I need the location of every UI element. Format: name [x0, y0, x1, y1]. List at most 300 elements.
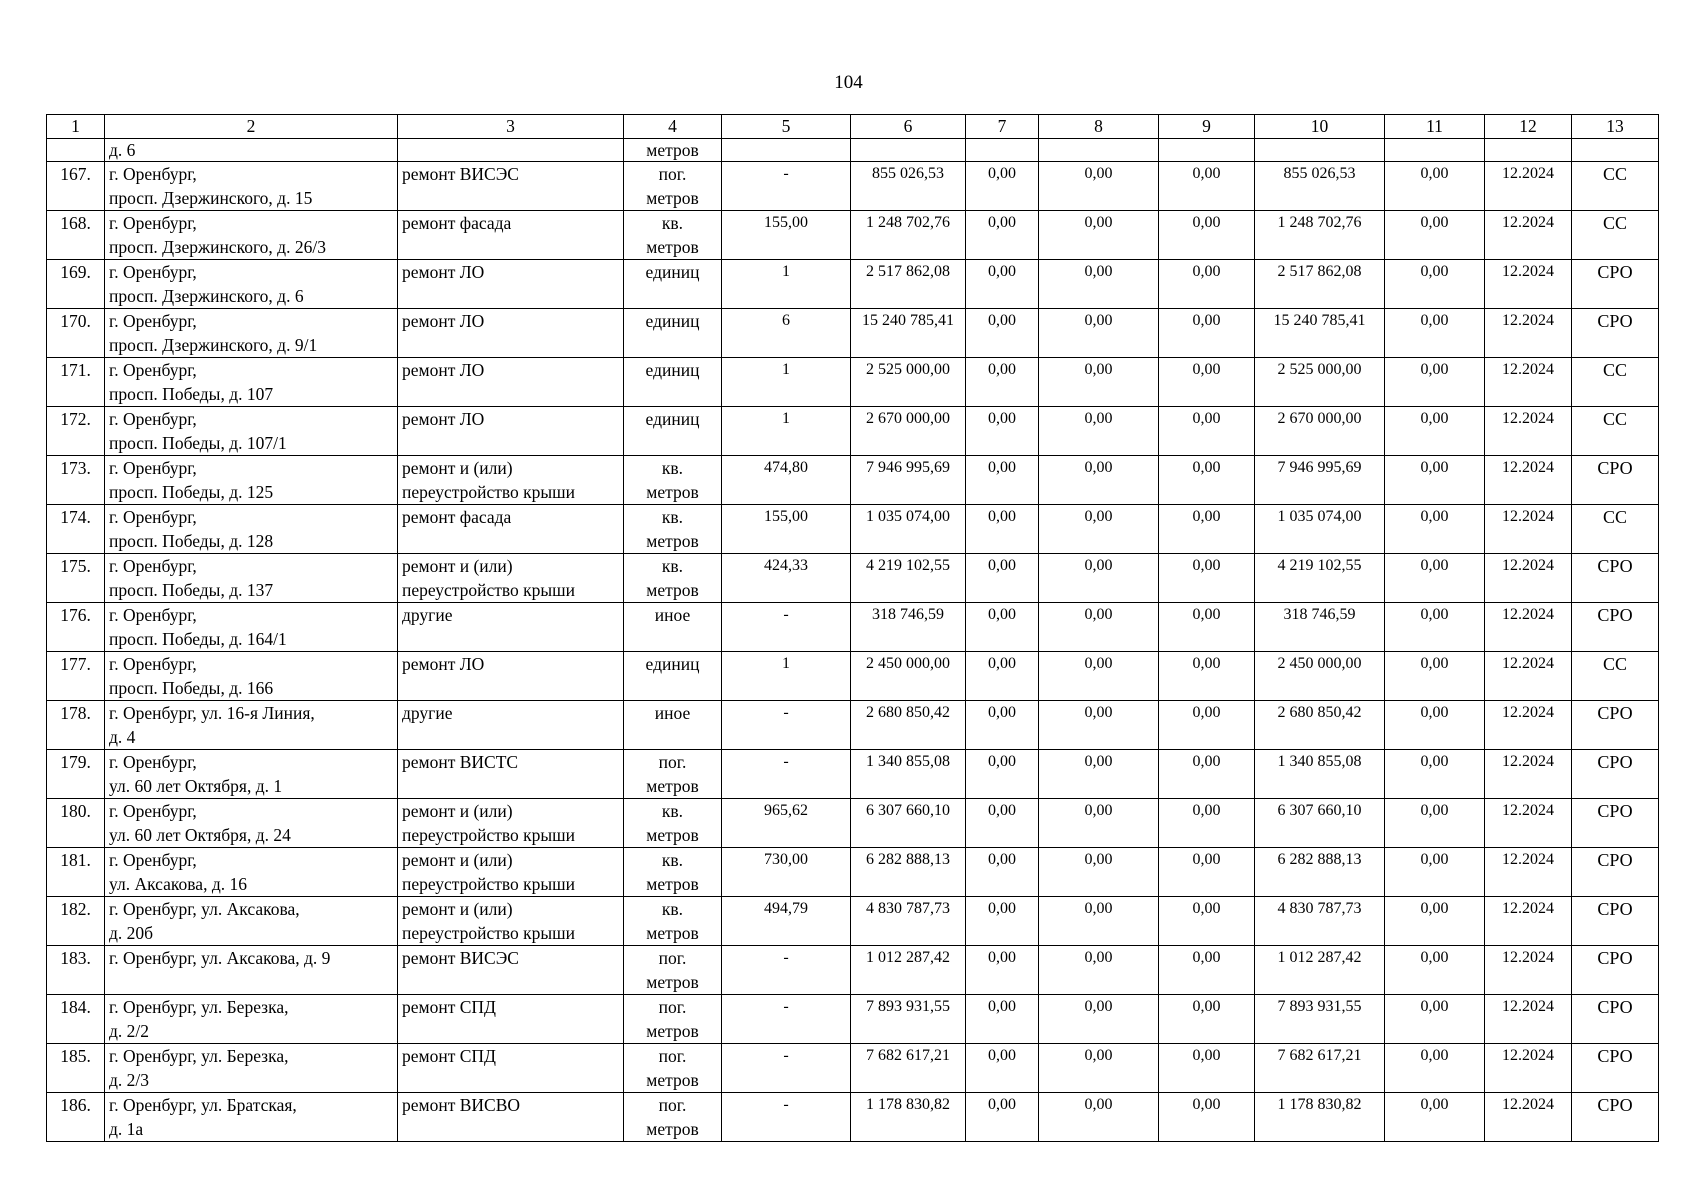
amount-cell: 0,00 — [1159, 1044, 1255, 1093]
address-cell — [105, 211, 398, 260]
unit-line-2: метров — [646, 1021, 699, 1041]
header-row — [47, 115, 1659, 139]
volume-cell: 155,00 — [722, 211, 851, 260]
table-row — [47, 995, 1659, 1044]
table-row — [47, 309, 1659, 358]
method-cell: СРО — [1572, 897, 1659, 946]
work-type-line-1: ремонт и (или) — [402, 458, 513, 478]
volume-cell: - — [722, 995, 851, 1044]
table-row — [47, 848, 1659, 897]
row-number-cell: 185. — [47, 1044, 105, 1093]
unit-line-1: кв. — [661, 899, 684, 919]
method-cell: СС — [1572, 358, 1659, 407]
unit-line-1: кв. — [661, 801, 684, 821]
amount-cell: 0,00 — [966, 162, 1039, 211]
amount-cell: 0,00 — [1159, 260, 1255, 309]
amount-cell — [1159, 139, 1255, 162]
amount-cell: 0,00 — [1385, 358, 1485, 407]
amount-cell: 1 035 074,00 — [1255, 505, 1385, 554]
address-line-1: г. Оренбург, ул. Братская, — [109, 1095, 297, 1115]
table-row — [47, 1093, 1659, 1142]
unit-cell — [624, 897, 722, 946]
address-cell: д. 6 — [105, 139, 398, 162]
total-cost-cell: 1 248 702,76 — [851, 211, 966, 260]
method-cell — [1572, 139, 1659, 162]
volume-cell: 155,00 — [722, 505, 851, 554]
amount-cell: 4 830 787,73 — [1255, 897, 1385, 946]
address-cell — [105, 1093, 398, 1142]
row-number-cell: 182. — [47, 897, 105, 946]
amount-cell: 15 240 785,41 — [1255, 309, 1385, 358]
total-cost-cell: 1 178 830,82 — [851, 1093, 966, 1142]
amount-cell: 0,00 — [1385, 1044, 1485, 1093]
date-cell: 12.2024 — [1485, 456, 1572, 505]
table-row — [47, 211, 1659, 260]
address-cell — [105, 554, 398, 603]
work-type-cell — [398, 701, 624, 750]
volume-cell: 424,33 — [722, 554, 851, 603]
amount-cell: 2 670 000,00 — [1255, 407, 1385, 456]
total-cost-cell: 7 893 931,55 — [851, 995, 966, 1044]
work-type-line-1: ремонт фасада — [402, 213, 512, 233]
method-cell: СРО — [1572, 554, 1659, 603]
total-cost-cell: 2 450 000,00 — [851, 652, 966, 701]
amount-cell: 0,00 — [1039, 505, 1159, 554]
unit-line-2: метров — [646, 188, 699, 208]
work-type-cell — [398, 750, 624, 799]
date-cell: 12.2024 — [1485, 995, 1572, 1044]
row-number-cell: 180. — [47, 799, 105, 848]
amount-cell — [1039, 139, 1159, 162]
address-line-1: г. Оренбург, — [109, 752, 197, 772]
row-number-cell: 173. — [47, 456, 105, 505]
unit-cell — [624, 162, 722, 211]
method-cell: СРО — [1572, 603, 1659, 652]
amount-cell: 318 746,59 — [1255, 603, 1385, 652]
table-row — [47, 897, 1659, 946]
unit-line-2: метров — [646, 237, 699, 257]
table-row — [47, 358, 1659, 407]
address-cell — [105, 358, 398, 407]
work-type-line-1: ремонт фасада — [402, 507, 512, 527]
address-line-1: г. Оренбург, ул. Березка, — [109, 997, 289, 1017]
continuation-row — [47, 139, 1659, 162]
work-type-cell — [398, 1044, 624, 1093]
amount-cell: 0,00 — [1039, 995, 1159, 1044]
amount-cell: 0,00 — [1039, 701, 1159, 750]
address-cell — [105, 799, 398, 848]
amount-cell: 0,00 — [966, 309, 1039, 358]
work-type-cell — [398, 505, 624, 554]
work-type-cell — [398, 1093, 624, 1142]
work-type-cell — [398, 897, 624, 946]
volume-cell: 6 — [722, 309, 851, 358]
amount-cell: 0,00 — [966, 456, 1039, 505]
amount-cell: 0,00 — [966, 848, 1039, 897]
amount-cell: 0,00 — [966, 505, 1039, 554]
header-cell: 3 — [398, 115, 624, 139]
date-cell: 12.2024 — [1485, 897, 1572, 946]
amount-cell: 0,00 — [1159, 211, 1255, 260]
amount-cell: 0,00 — [1385, 162, 1485, 211]
unit-line-2: метров — [646, 482, 699, 502]
address-cell — [105, 946, 398, 995]
total-cost-cell: 2 670 000,00 — [851, 407, 966, 456]
address-cell — [105, 260, 398, 309]
date-cell: 12.2024 — [1485, 701, 1572, 750]
amount-cell: 0,00 — [1039, 897, 1159, 946]
amount-cell: 1 340 855,08 — [1255, 750, 1385, 799]
row-number-cell: 170. — [47, 309, 105, 358]
amount-cell: 0,00 — [1159, 897, 1255, 946]
unit-line-1: пог. — [658, 1046, 687, 1066]
unit-cell — [624, 358, 722, 407]
amount-cell: 0,00 — [966, 358, 1039, 407]
unit-line-1: кв. — [661, 458, 684, 478]
address-line-2: просп. Победы, д. 107/1 — [109, 433, 287, 453]
table-row — [47, 162, 1659, 211]
header-cell: 7 — [966, 115, 1039, 139]
amount-cell: 0,00 — [1159, 701, 1255, 750]
date-cell: 12.2024 — [1485, 652, 1572, 701]
address-line-2: ул. 60 лет Октября, д. 1 — [109, 776, 283, 796]
amount-cell: 0,00 — [1159, 995, 1255, 1044]
table-row — [47, 652, 1659, 701]
amount-cell: 0,00 — [1159, 407, 1255, 456]
total-cost-cell: 4 219 102,55 — [851, 554, 966, 603]
amount-cell: 4 219 102,55 — [1255, 554, 1385, 603]
amount-cell: 0,00 — [1039, 211, 1159, 260]
amount-cell: 0,00 — [966, 995, 1039, 1044]
address-cell — [105, 309, 398, 358]
amount-cell: 0,00 — [1039, 652, 1159, 701]
amount-cell: 0,00 — [1385, 603, 1485, 652]
address-line-2: просп. Победы, д. 166 — [109, 678, 274, 698]
work-type-cell — [398, 358, 624, 407]
amount-cell: 0,00 — [1159, 162, 1255, 211]
unit-line-2: метров — [646, 531, 699, 551]
amount-cell: 1 012 287,42 — [1255, 946, 1385, 995]
row-number-cell: 167. — [47, 162, 105, 211]
header-cell: 8 — [1039, 115, 1159, 139]
unit-cell — [624, 505, 722, 554]
method-cell: СРО — [1572, 848, 1659, 897]
table-row — [47, 260, 1659, 309]
address-line-2: просп. Победы, д. 128 — [109, 531, 274, 551]
date-cell: 12.2024 — [1485, 260, 1572, 309]
amount-cell: 0,00 — [1385, 1093, 1485, 1142]
table-row — [47, 750, 1659, 799]
amount-cell: 6 282 888,13 — [1255, 848, 1385, 897]
method-cell: СРО — [1572, 946, 1659, 995]
row-number-cell — [47, 139, 105, 162]
amount-cell: 2 517 862,08 — [1255, 260, 1385, 309]
header-cell: 1 — [47, 115, 105, 139]
work-type-line-1: ремонт ВИСЭС — [402, 948, 519, 968]
amount-cell: 0,00 — [1385, 309, 1485, 358]
row-number-cell: 172. — [47, 407, 105, 456]
method-cell: СРО — [1572, 456, 1659, 505]
address-cell — [105, 407, 398, 456]
address-line-1: г. Оренбург, — [109, 262, 197, 282]
row-number-cell: 176. — [47, 603, 105, 652]
table-row — [47, 456, 1659, 505]
amount-cell: 0,00 — [1039, 1093, 1159, 1142]
method-cell: СРО — [1572, 1093, 1659, 1142]
table-row — [47, 1044, 1659, 1093]
address-line-2: д. 4 — [109, 727, 136, 747]
method-cell: СРО — [1572, 701, 1659, 750]
unit-cell — [624, 554, 722, 603]
unit-cell — [624, 995, 722, 1044]
address-cell — [105, 456, 398, 505]
row-number-cell: 174. — [47, 505, 105, 554]
volume-cell: 1 — [722, 652, 851, 701]
unit-cell — [624, 407, 722, 456]
volume-cell: - — [722, 750, 851, 799]
amount-cell: 0,00 — [1159, 750, 1255, 799]
total-cost-cell: 6 307 660,10 — [851, 799, 966, 848]
unit-line-1: кв. — [661, 850, 684, 870]
unit-line-1: иное — [654, 703, 691, 723]
header-cell: 13 — [1572, 115, 1659, 139]
amount-cell: 0,00 — [1039, 799, 1159, 848]
address-line-1: г. Оренбург, ул. Аксакова, д. 9 — [109, 948, 331, 968]
amount-cell: 0,00 — [1039, 260, 1159, 309]
amount-cell: 0,00 — [1039, 946, 1159, 995]
amount-cell: 0,00 — [1385, 211, 1485, 260]
unit-line-1: пог. — [658, 1095, 687, 1115]
address-line-1: г. Оренбург, ул. Березка, — [109, 1046, 289, 1066]
work-type-line-1: ремонт ВИСВО — [402, 1095, 521, 1115]
amount-cell: 0,00 — [966, 554, 1039, 603]
unit-line-1: пог. — [658, 997, 687, 1017]
table-row — [47, 505, 1659, 554]
work-type-cell — [398, 652, 624, 701]
address-line-2: просп. Дзержинского, д. 9/1 — [109, 335, 318, 355]
address-line-1: г. Оренбург, — [109, 605, 197, 625]
total-cost-cell: 2 525 000,00 — [851, 358, 966, 407]
header-cell: 11 — [1385, 115, 1485, 139]
method-cell: СС — [1572, 162, 1659, 211]
unit-cell — [624, 603, 722, 652]
method-cell: СС — [1572, 407, 1659, 456]
address-line-2: просп. Дзержинского, д. 15 — [109, 188, 313, 208]
table-row — [47, 946, 1659, 995]
volume-cell: - — [722, 1044, 851, 1093]
unit-cell — [624, 456, 722, 505]
amount-cell: 0,00 — [1385, 750, 1485, 799]
date-cell: 12.2024 — [1485, 946, 1572, 995]
table-row — [47, 701, 1659, 750]
row-number-cell: 168. — [47, 211, 105, 260]
date-cell: 12.2024 — [1485, 799, 1572, 848]
total-cost-cell: 2 517 862,08 — [851, 260, 966, 309]
date-cell: 12.2024 — [1485, 407, 1572, 456]
work-type-line-1: ремонт ЛО — [402, 654, 485, 674]
work-type-cell — [398, 162, 624, 211]
date-cell: 12.2024 — [1485, 211, 1572, 260]
method-cell: СРО — [1572, 995, 1659, 1044]
row-number-cell: 181. — [47, 848, 105, 897]
date-cell: 12.2024 — [1485, 505, 1572, 554]
amount-cell: 0,00 — [966, 211, 1039, 260]
amount-cell: 0,00 — [1159, 848, 1255, 897]
amount-cell: 0,00 — [1159, 505, 1255, 554]
work-type-line-1: ремонт ЛО — [402, 409, 485, 429]
volume-cell: 730,00 — [722, 848, 851, 897]
amount-cell: 0,00 — [1159, 1093, 1255, 1142]
amount-cell: 0,00 — [1159, 309, 1255, 358]
date-cell: 12.2024 — [1485, 603, 1572, 652]
address-line-1: г. Оренбург, — [109, 360, 197, 380]
amount-cell: 0,00 — [966, 260, 1039, 309]
date-cell: 12.2024 — [1485, 554, 1572, 603]
work-type-cell — [398, 554, 624, 603]
date-cell: 12.2024 — [1485, 358, 1572, 407]
work-type-cell — [398, 456, 624, 505]
amount-cell: 0,00 — [966, 1044, 1039, 1093]
volume-cell: 494,79 — [722, 897, 851, 946]
amount-cell: 0,00 — [1039, 162, 1159, 211]
header-cell: 10 — [1255, 115, 1385, 139]
date-cell — [1485, 139, 1572, 162]
amount-cell: 0,00 — [1385, 701, 1485, 750]
unit-line-2: метров — [646, 1119, 699, 1139]
header-cell: 6 — [851, 115, 966, 139]
table-row — [47, 407, 1659, 456]
amount-cell: 0,00 — [966, 897, 1039, 946]
work-type-cell — [398, 995, 624, 1044]
method-cell: СРО — [1572, 799, 1659, 848]
amount-cell: 0,00 — [1385, 505, 1485, 554]
work-type-line-1: ремонт СПД — [402, 1046, 496, 1066]
address-line-2: просп. Победы, д. 107 — [109, 384, 274, 404]
address-line-1: г. Оренбург, — [109, 164, 197, 184]
amount-cell: 0,00 — [1385, 995, 1485, 1044]
header-cell: 2 — [105, 115, 398, 139]
work-type-line-1: ремонт ЛО — [402, 311, 485, 331]
row-number-cell: 186. — [47, 1093, 105, 1142]
address-line-1: г. Оренбург, — [109, 409, 197, 429]
address-cell — [105, 750, 398, 799]
address-line-2: просп. Победы, д. 137 — [109, 580, 274, 600]
amount-cell: 0,00 — [1039, 603, 1159, 652]
page-number: 104 — [834, 72, 863, 93]
row-number-cell: 179. — [47, 750, 105, 799]
work-type-line-1: ремонт и (или) — [402, 801, 513, 821]
row-number-cell: 171. — [47, 358, 105, 407]
amount-cell: 0,00 — [1039, 1044, 1159, 1093]
amount-cell: 0,00 — [1039, 358, 1159, 407]
unit-cell — [624, 799, 722, 848]
amount-cell: 7 893 931,55 — [1255, 995, 1385, 1044]
amount-cell: 0,00 — [966, 701, 1039, 750]
address-line-2: д. 2/2 — [109, 1021, 150, 1041]
work-type-line-2: переустройство крыши — [402, 923, 575, 943]
address-cell — [105, 505, 398, 554]
unit-line-1: единиц — [645, 409, 700, 429]
address-line-2: ул. 60 лет Октября, д. 24 — [109, 825, 291, 845]
unit-cell: метров — [624, 139, 722, 162]
amount-cell: 0,00 — [1039, 456, 1159, 505]
work-type-cell — [398, 260, 624, 309]
address-line-1: г. Оренбург, — [109, 850, 197, 870]
row-number-cell: 177. — [47, 652, 105, 701]
date-cell: 12.2024 — [1485, 162, 1572, 211]
amount-cell: 0,00 — [966, 946, 1039, 995]
volume-cell: - — [722, 701, 851, 750]
address-line-1: г. Оренбург, ул. Аксакова, — [109, 899, 300, 919]
date-cell: 12.2024 — [1485, 750, 1572, 799]
work-type-cell — [398, 309, 624, 358]
amount-cell — [1385, 139, 1485, 162]
registry-table — [46, 114, 1659, 1142]
amount-cell: 0,00 — [1385, 897, 1485, 946]
work-type-cell — [398, 603, 624, 652]
total-cost-cell: 318 746,59 — [851, 603, 966, 652]
row-number-cell: 178. — [47, 701, 105, 750]
amount-cell: 6 307 660,10 — [1255, 799, 1385, 848]
amount-cell: 2 450 000,00 — [1255, 652, 1385, 701]
amount-cell: 0,00 — [1385, 799, 1485, 848]
row-number-cell: 169. — [47, 260, 105, 309]
address-cell — [105, 848, 398, 897]
total-cost-cell: 4 830 787,73 — [851, 897, 966, 946]
address-line-2: д. 2/3 — [109, 1070, 150, 1090]
unit-line-2: метров — [646, 776, 699, 796]
work-type-line-1: другие — [402, 605, 453, 625]
address-cell — [105, 603, 398, 652]
total-cost-cell: 7 682 617,21 — [851, 1044, 966, 1093]
volume-cell: 474,80 — [722, 456, 851, 505]
row-number-cell: 184. — [47, 995, 105, 1044]
amount-cell: 0,00 — [966, 750, 1039, 799]
amount-cell: 7 946 995,69 — [1255, 456, 1385, 505]
work-type-line-1: ремонт ЛО — [402, 262, 485, 282]
address-cell — [105, 897, 398, 946]
unit-line-1: единиц — [645, 654, 700, 674]
work-type-line-1: ремонт ЛО — [402, 360, 485, 380]
address-line-2: просп. Дзержинского, д. 6 — [109, 286, 304, 306]
work-type-line-2: переустройство крыши — [402, 825, 575, 845]
unit-cell — [624, 701, 722, 750]
header-cell: 12 — [1485, 115, 1572, 139]
method-cell: СРО — [1572, 309, 1659, 358]
address-line-1: г. Оренбург, — [109, 556, 197, 576]
amount-cell: 0,00 — [1159, 603, 1255, 652]
amount-cell: 0,00 — [1039, 407, 1159, 456]
amount-cell: 0,00 — [1159, 456, 1255, 505]
work-type-cell — [398, 139, 624, 162]
unit-line-1: кв. — [661, 556, 684, 576]
volume-cell: 1 — [722, 407, 851, 456]
work-type-line-2: переустройство крыши — [402, 874, 575, 894]
amount-cell: 2 680 850,42 — [1255, 701, 1385, 750]
row-number-cell: 175. — [47, 554, 105, 603]
amount-cell — [1255, 139, 1385, 162]
amount-cell: 0,00 — [1385, 260, 1485, 309]
unit-cell — [624, 750, 722, 799]
amount-cell: 0,00 — [1159, 554, 1255, 603]
amount-cell: 0,00 — [966, 407, 1039, 456]
method-cell: СС — [1572, 505, 1659, 554]
amount-cell: 0,00 — [1039, 750, 1159, 799]
work-type-cell — [398, 211, 624, 260]
table-row — [47, 603, 1659, 652]
total-cost-cell: 2 680 850,42 — [851, 701, 966, 750]
address-line-1: г. Оренбург, — [109, 458, 197, 478]
